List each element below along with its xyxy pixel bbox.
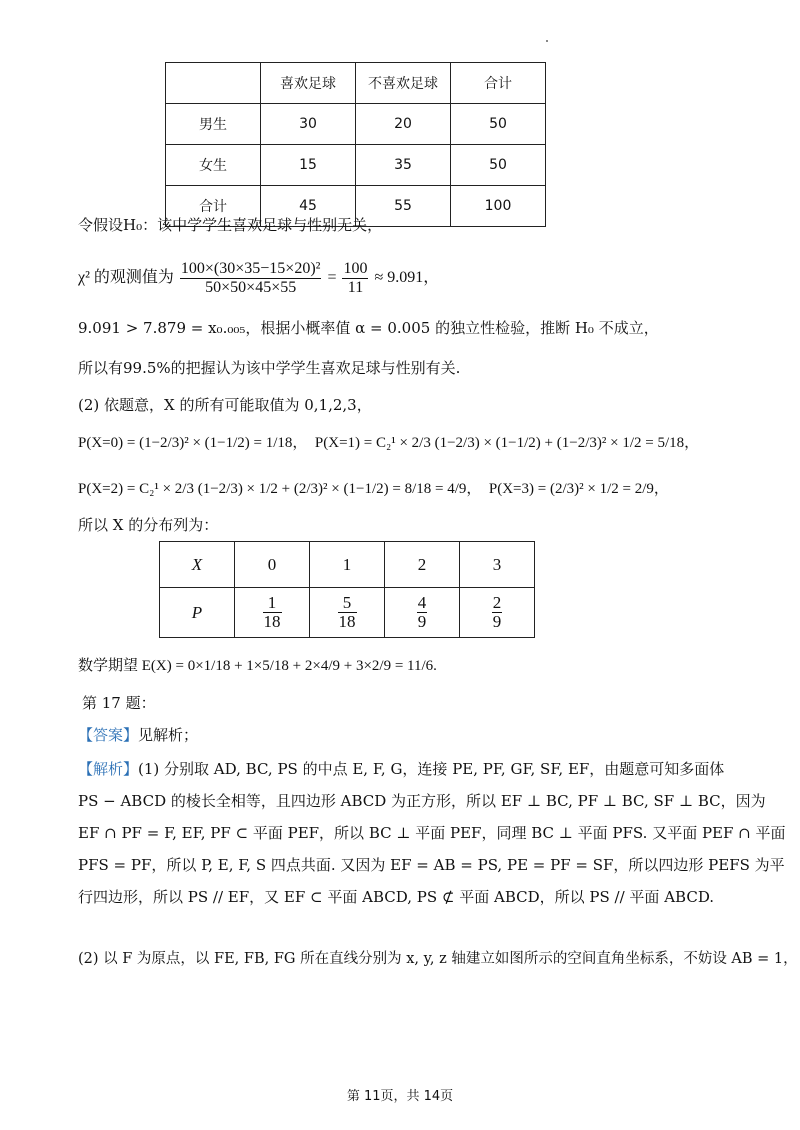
fraction-den: 18 [263,612,281,631]
table-row [160,542,535,588]
table-cell: 30 [261,104,356,145]
fraction-num: 5 [338,594,357,613]
prob-fraction [417,594,428,631]
prob-fraction [492,594,503,631]
analysis-line-2: PS − ABCD 的棱长全相等，且四边形 ABCD 为正方形，所以 EF ⊥ BC, PF ⊥ BC, SF ⊥ BC，因为 [78,792,766,810]
chi-numerator: 100×(30×35−15×20)² [180,259,321,277]
chi-result-num: 100 [343,259,368,277]
hypothesis-line: 令假设H₀：该中学学生喜欢足球与性别无关， [78,216,383,234]
distribution-table [159,541,535,638]
contingency-table [165,62,546,227]
table-cell: 35 [356,145,451,186]
table-cell: 3 [460,542,535,588]
table-cell [460,588,535,638]
answer-tag: 【答案】 [78,726,139,744]
analysis-line-3: EF ∩ PF = F, EF, PF ⊂ 平面 PEF，所以 BC ⊥ 平面 PEF，同理 BC ⊥ 平面 PFS. 又平面 PEF ∩ 平面 [78,824,786,842]
analysis-text: (1) 分别取 AD, BC, PS 的中点 E, F, G，连接 PE, PF, GF, SF, EF，由题意可知多面体 [138,760,725,778]
table-row-label [160,542,235,588]
chi-denominator: 50×50×45×55 [205,278,297,296]
table-row [160,588,535,638]
table-header-cell: 合计 [451,63,546,104]
table-cell [235,588,310,638]
chi-approx: ≈ 9.091， [374,269,440,286]
table-cell: 50 [451,145,546,186]
question-17-label: 第 17 题： [82,694,156,712]
prob-x2: P(X=2) = C₂¹ × 2/3 (1−2/3) × 1/2 + (2/3)² × (1−1/2) = 8/18 = 4/9， [78,481,482,497]
table-row-label: 男生 [166,104,261,145]
table-row-label [160,588,235,638]
table-header-cell: 不喜欢足球 [356,63,451,104]
table-cell: 50 [451,104,546,145]
chi-result-fraction [342,260,368,297]
prob-fraction [338,594,357,631]
fraction-num: 4 [417,593,427,612]
table-cell: 1 [310,542,385,588]
fraction-den: 9 [417,612,427,631]
chi-prefix: χ² 的观测值为 [78,269,174,286]
analysis-tag: 【解析】 [78,760,139,778]
prob-x3: P(X=3) = (2/3)² × 1/2 = 2/9， [488,481,669,497]
analysis-line-5: 行四边形，所以 PS // EF，又 EF ⊂ 平面 ABCD, PS ⊄ 平面 ABCD，所以 PS // 平面 ABCD. [78,888,715,906]
fraction-den: 9 [492,612,502,631]
probability-line-1 [78,478,669,500]
fraction-num: 2 [492,593,502,612]
table-row-label: 合计 [166,186,261,227]
compare-line: 9.091 > 7.879 = x₀.₀₀₅，根据小概率值 α = 0.005 的独立性检验，推断 H₀ 不成立， [78,319,659,337]
distribution-intro-line: 所以 X 的分布列为： [78,516,219,534]
table-cell [310,588,385,638]
conclusion-line: 所以有99.5%的把握认为该中学学生喜欢足球与性别有关. [78,359,461,377]
analysis-line-4: PFS = PF，所以 P, E, F, S 四点共面. 又因为 EF = AB = PS, PE = PF = SF，所以四边形 PEFS 为平 [78,856,785,874]
table-header-cell: 喜欢足球 [261,63,356,104]
analysis-line-1 [78,758,724,780]
table-cell: 15 [261,145,356,186]
table-row [166,104,546,145]
probability-line-0 [78,432,699,454]
table-cell [385,588,460,638]
x-symbol: X [191,554,203,574]
table-cell [166,63,261,104]
p-symbol: P [191,602,203,622]
table-cell: 55 [356,186,451,227]
table-row [166,145,546,186]
chi-equals: = [327,269,337,286]
table-row-label: 女生 [166,145,261,186]
fraction-num: 1 [263,594,282,613]
prob-x1: P(X=1) = C₂¹ × 2/3 (1−2/3) × (1−1/2) + (1−2/3)² × 1/2 = 5/18， [314,435,700,451]
part2-intro-line: (2) 依题意，X 的所有可能取值为 0,1,2,3， [78,396,372,414]
part2-coordinate-line: (2) 以 F 为原点，以 FE, FB, FG 所在直线分别为 x, y, z 轴建立如图所示的空间直角坐标系，不妨设 AB = 1， [78,951,798,967]
table-cell: 0 [235,542,310,588]
table-row [166,63,546,104]
table-cell: 2 [385,542,460,588]
chi-result-den: 11 [347,278,364,296]
fraction-den: 18 [338,612,356,631]
page-footer: 第 11页，共 14页 [346,1089,454,1104]
expectation-line: 数学期望 E(X) = 0×1/18 + 1×5/18 + 2×4/9 + 3×2/9 = 11/6. [78,658,437,674]
chi-fraction [180,260,322,297]
answer-text: 见解析； [138,726,199,744]
answer-line [78,724,198,746]
chi-square-line [78,258,439,298]
table-cell: 100 [451,186,546,227]
table-cell: 20 [356,104,451,145]
speck [546,40,548,42]
table-cell: 45 [261,186,356,227]
prob-x0: P(X=0) = (1−2/3)² × (1−1/2) = 1/18， [78,435,308,451]
prob-fraction [263,594,282,631]
